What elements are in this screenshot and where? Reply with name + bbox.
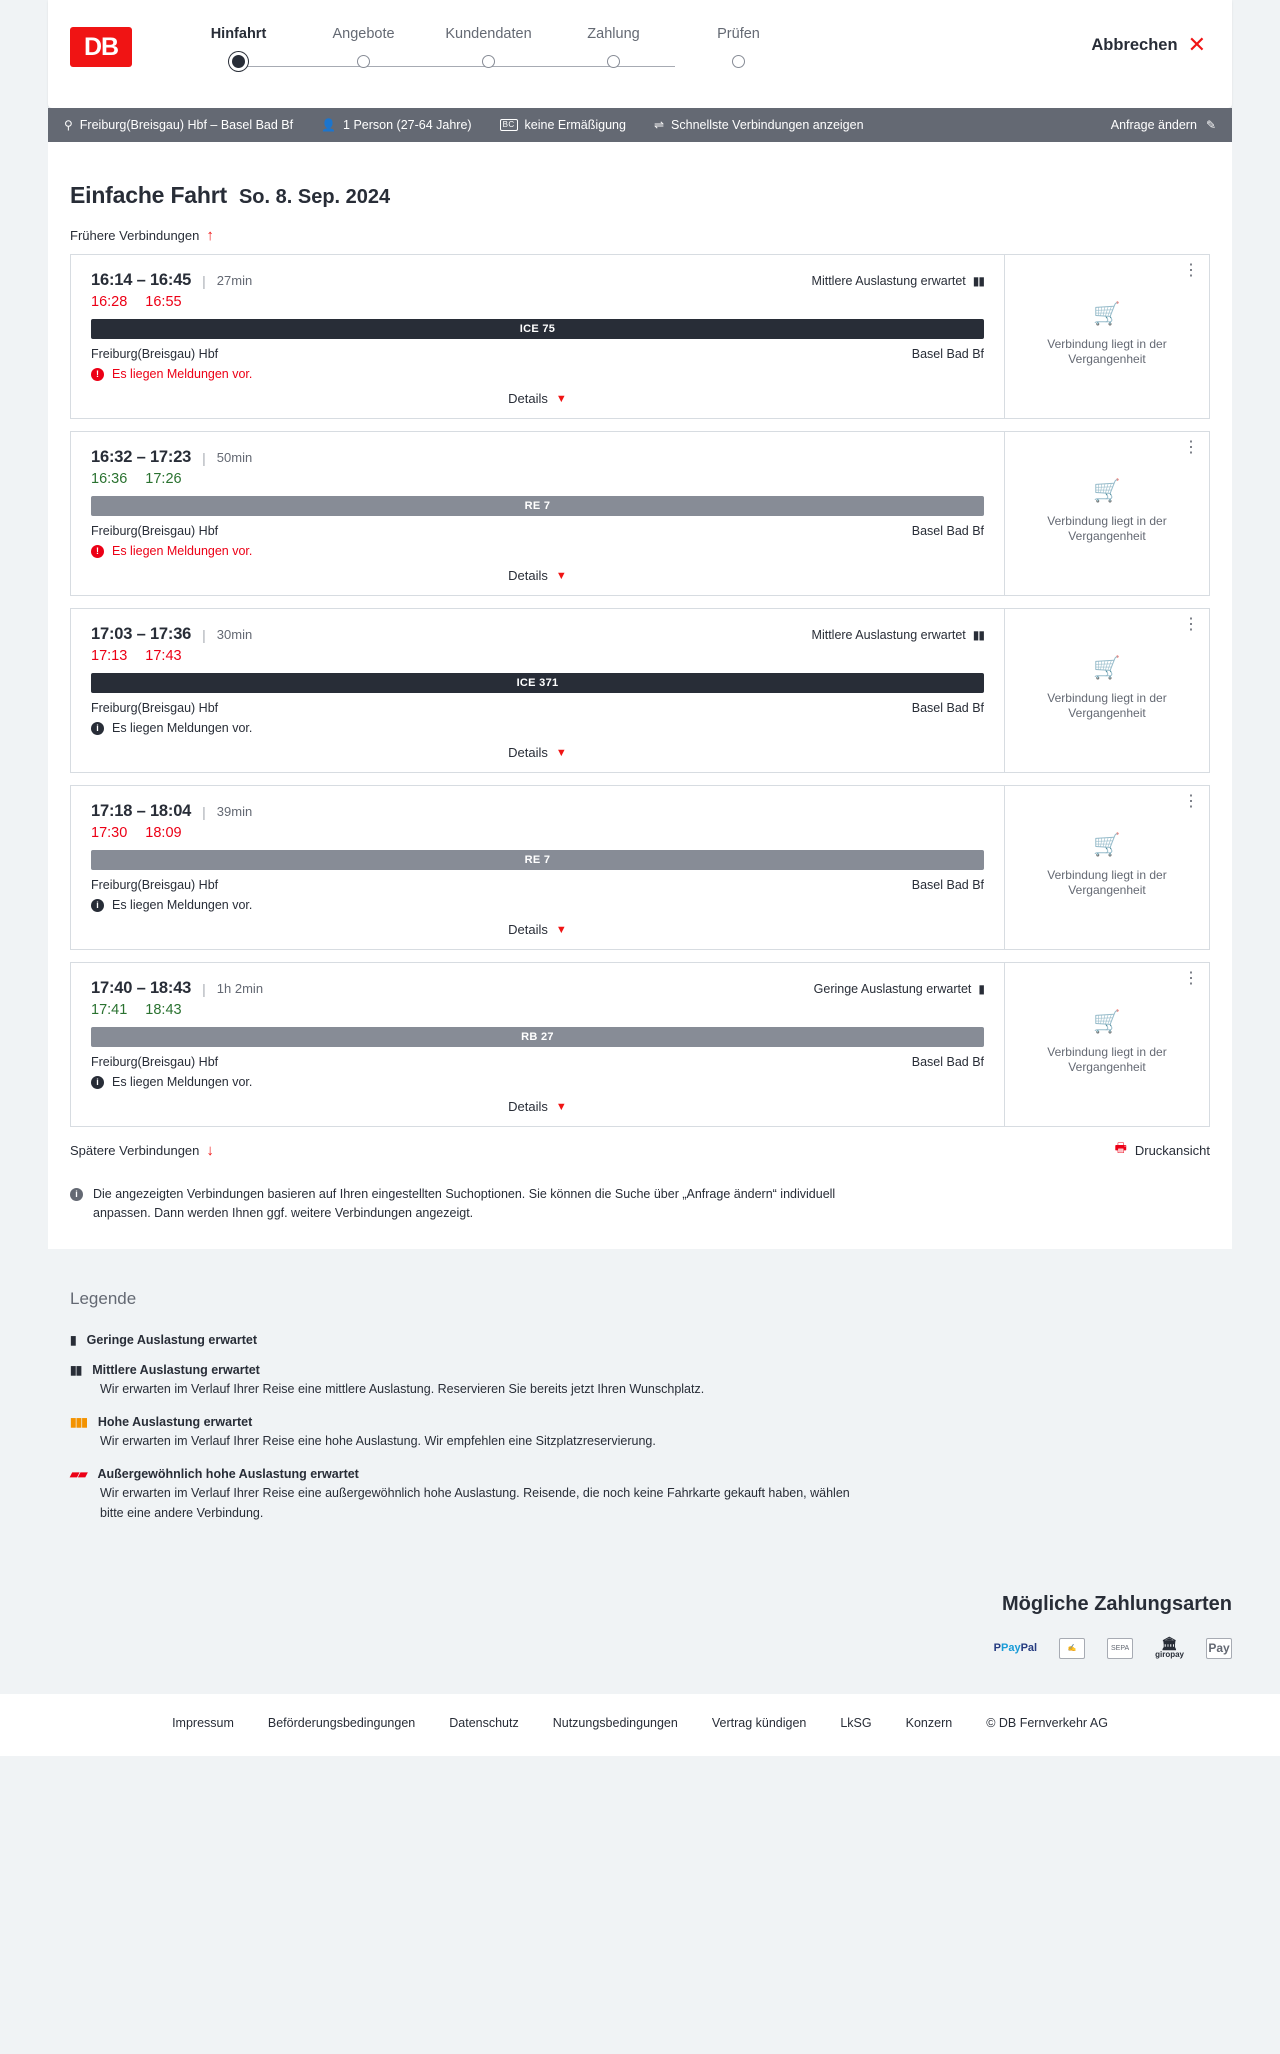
- side-note-label: Verbindung liegt in der Vergangenheit: [1047, 1044, 1167, 1074]
- more-options-icon[interactable]: ⋮: [1183, 793, 1199, 810]
- alert-icon: !: [91, 368, 104, 381]
- realtime-departure: 17:30: [91, 825, 128, 841]
- details-label: Details: [508, 922, 548, 937]
- side-note-label: Verbindung liegt in der Vergangenheit: [1047, 867, 1167, 897]
- connection-duration: 50min: [216, 450, 253, 465]
- query-option[interactable]: [654, 118, 864, 132]
- footer-link-lksg[interactable]: LkSG: [840, 1716, 872, 1730]
- connection-duration: 27min: [216, 273, 253, 288]
- train-badge[interactable]: ICE 371: [91, 673, 984, 693]
- connection-side: [1004, 609, 1209, 772]
- cart-disabled-icon: 🛒: [1093, 1008, 1121, 1034]
- connection-to: Basel Bad Bf: [911, 524, 984, 538]
- connection-message[interactable]: [91, 1075, 984, 1089]
- bahncard-icon: BC: [500, 119, 518, 131]
- earlier-connections-label: Frühere Verbindungen: [70, 228, 200, 243]
- search-hint-label: Die angezeigten Verbindungen basieren auf Ihren eingestellten Suchoptionen. Sie können die Suche über „Anfrage ändern“ individuell anpassen. Dann werden Ihnen ggf. weitere Verbindungen angezeigt.: [93, 1187, 836, 1220]
- step-dot-zahlung[interactable]: [607, 55, 620, 68]
- connection-message-label: Es liegen Meldungen vor.: [112, 898, 253, 912]
- info-icon: i: [91, 722, 104, 735]
- step-dot-hinfahrt[interactable]: [232, 55, 245, 68]
- earlier-connections-button[interactable]: [70, 227, 1232, 244]
- legend-item-medium: [70, 1363, 1210, 1399]
- chevron-down-icon: ▼: [555, 392, 567, 405]
- details-label: Details: [508, 745, 548, 760]
- side-note-label: Verbindung liegt in der Vergangenheit: [1047, 336, 1167, 366]
- cart-disabled-icon: 🛒: [1093, 300, 1121, 326]
- chevron-down-icon: ▼: [555, 746, 567, 759]
- occupancy-medium-icon: ▮▮: [972, 273, 984, 288]
- chevron-down-icon: ▼: [555, 1100, 567, 1113]
- legend-title: Legende: [70, 1288, 137, 1308]
- alert-icon: !: [91, 545, 104, 558]
- occupancy-veryhigh-icon: ▰▰: [70, 1467, 87, 1482]
- arrow-down-icon: ↓: [206, 1141, 214, 1159]
- footer-links: [0, 1716, 1280, 1730]
- page-title-date: So. 8. Sep. 2024: [238, 186, 391, 208]
- realtime-times: [91, 825, 984, 841]
- page-title-text: Einfache Fahrt: [70, 182, 227, 208]
- change-query-label: Anfrage ändern: [1110, 118, 1197, 132]
- realtime-times: [91, 1002, 984, 1018]
- occupancy-indicator: [812, 274, 984, 288]
- realtime-times: [91, 471, 984, 487]
- footer-copyright: © DB Fernverkehr AG: [986, 1716, 1108, 1730]
- realtime-arrival: 16:55: [145, 294, 182, 310]
- cart-disabled-icon: 🛒: [1093, 477, 1121, 503]
- details-toggle[interactable]: [91, 745, 984, 772]
- occupancy-low-icon: ▮: [978, 981, 984, 996]
- connection-side: [1004, 255, 1209, 418]
- info-icon: i: [91, 899, 104, 912]
- footer: [0, 1694, 1280, 1756]
- print-view-label: Druckansicht: [1134, 1142, 1210, 1158]
- connection-header: [91, 271, 984, 290]
- stepper-labels: [176, 26, 1232, 42]
- details-toggle[interactable]: [91, 922, 984, 949]
- separator: |: [202, 272, 206, 289]
- details-toggle[interactable]: [91, 391, 984, 418]
- query-passengers-label: 1 Person (27-64 Jahre): [343, 118, 472, 132]
- connection-list: [70, 254, 1210, 1127]
- change-query-button[interactable]: [1111, 118, 1216, 132]
- page-title: [70, 142, 1232, 209]
- connection-side: [1004, 786, 1209, 949]
- details-toggle[interactable]: [91, 1099, 984, 1126]
- cart-disabled-icon: 🛒: [1093, 654, 1121, 680]
- stepper-dots: [176, 55, 1232, 68]
- printer-icon: 🖶: [1114, 1140, 1127, 1155]
- legend-section: [0, 1249, 1280, 1580]
- realtime-arrival: 17:43: [145, 648, 182, 664]
- results-footer-row: [70, 1139, 1210, 1161]
- legend-item-desc: Wir erwarten im Verlauf Ihrer Reise eine hohe Auslastung. Wir empfehlen eine Sitzplatzreservierung.: [100, 1433, 656, 1448]
- query-route[interactable]: [64, 118, 293, 132]
- connection-stations: [91, 878, 984, 892]
- train-badge[interactable]: RE 7: [91, 850, 984, 870]
- footer-link-vertrag-kuendigen[interactable]: Vertrag kündigen: [711, 1716, 807, 1730]
- connection-header: [91, 802, 984, 821]
- db-logo: DB: [70, 27, 132, 67]
- query-route-label: Freiburg(Breisgau) Hbf – Basel Bad Bf: [79, 118, 294, 132]
- train-badge[interactable]: RB 27: [91, 1027, 984, 1047]
- step-dot-pruefen[interactable]: [732, 55, 745, 68]
- legend-item-title: Geringe Auslastung erwartet: [86, 1332, 258, 1347]
- occupancy-medium-icon: ▮▮: [70, 1362, 82, 1377]
- legend-item-title: Außergewöhnlich hohe Auslastung erwartet: [97, 1467, 359, 1482]
- connection-to: Basel Bad Bf: [911, 701, 984, 715]
- step-label-angebote[interactable]: Angebote: [332, 26, 395, 42]
- connection-from: Freiburg(Breisgau) Hbf: [91, 347, 219, 361]
- realtime-departure: 16:36: [91, 471, 128, 487]
- connection-message[interactable]: [91, 721, 984, 735]
- info-icon: i: [91, 1076, 104, 1089]
- connection-message[interactable]: [91, 898, 984, 912]
- connection-main: [71, 255, 1004, 418]
- payment-methods-section: [0, 1579, 1280, 1694]
- connection-stations: [91, 701, 984, 715]
- realtime-arrival: 18:43: [145, 1002, 182, 1018]
- connection-card[interactable]: [70, 608, 1210, 773]
- footer-link-datenschutz[interactable]: Datenschutz: [449, 1716, 519, 1730]
- occupancy-indicator: [812, 628, 984, 642]
- step-label-hinfahrt[interactable]: Hinfahrt: [210, 26, 267, 42]
- sepa-icon: SEPA: [1107, 1638, 1133, 1659]
- cancel-label: Abbrechen: [1091, 35, 1178, 54]
- footer-link-impressum[interactable]: Impressum: [172, 1716, 234, 1730]
- cart-disabled-icon: 🛒: [1093, 831, 1121, 857]
- connection-from: Freiburg(Breisgau) Hbf: [91, 701, 219, 715]
- connection-card[interactable]: [70, 254, 1210, 419]
- side-note-label: Verbindung liegt in der Vergangenheit: [1047, 513, 1167, 543]
- header-bar: [48, 0, 1232, 108]
- connection-main: [71, 609, 1004, 772]
- close-icon[interactable]: ✕: [1187, 32, 1206, 57]
- legend-item-veryhigh: [70, 1467, 1210, 1523]
- realtime-arrival: 17:26: [145, 471, 182, 487]
- connection-card[interactable]: [70, 431, 1210, 596]
- info-icon: i: [70, 1188, 83, 1201]
- results-panel: [48, 142, 1232, 1249]
- occupancy-label: Mittlere Auslastung erwartet: [811, 627, 966, 642]
- connection-message-label: Es liegen Meldungen vor.: [112, 544, 253, 558]
- details-label: Details: [508, 1099, 548, 1114]
- separator: |: [202, 803, 206, 820]
- step-label-kundendaten[interactable]: Kundendaten: [445, 26, 532, 42]
- connection-time-range: 17:03 – 17:36: [91, 625, 192, 643]
- connection-stations: [91, 347, 984, 361]
- print-view-button[interactable]: [1115, 1139, 1210, 1161]
- occupancy-low-icon: ▮: [70, 1332, 76, 1347]
- query-passengers[interactable]: [321, 118, 472, 132]
- location-pin-icon: ⚲: [64, 118, 73, 132]
- connection-header: [91, 448, 984, 467]
- connection-stations: [91, 524, 984, 538]
- legend-item-desc: Wir erwarten im Verlauf Ihrer Reise eine mittlere Auslastung. Reservieren Sie bereits jetzt Ihren Wunschplatz.: [100, 1381, 705, 1396]
- connection-stations: [91, 1055, 984, 1069]
- query-option-label: Schnellste Verbindungen anzeigen: [671, 118, 864, 132]
- connection-card[interactable]: [70, 962, 1210, 1127]
- connection-message-label: Es liegen Meldungen vor.: [112, 1075, 253, 1089]
- connection-side: [1004, 432, 1209, 595]
- search-hint: [70, 1185, 860, 1223]
- footer-link-nutzungsbedingungen[interactable]: Nutzungsbedingungen: [552, 1716, 678, 1730]
- paypal-icon: P Pay Pal: [993, 1642, 1038, 1654]
- realtime-arrival: 18:09: [145, 825, 182, 841]
- connection-message-label: Es liegen Meldungen vor.: [112, 367, 253, 381]
- giropay-icon: 🏛 giropay: [1155, 1636, 1184, 1659]
- footer-link-konzern[interactable]: Konzern: [905, 1716, 953, 1730]
- connection-main: [71, 432, 1004, 595]
- separator: |: [202, 980, 206, 997]
- connection-message[interactable]: [91, 544, 984, 558]
- chevron-down-icon: ▼: [555, 569, 567, 582]
- query-discount-label: keine Ermäßigung: [524, 118, 626, 132]
- separator: |: [202, 449, 206, 466]
- direct-debit-icon: ✍: [1059, 1638, 1085, 1659]
- more-options-icon[interactable]: ⋮: [1183, 970, 1199, 987]
- details-label: Details: [508, 391, 548, 406]
- step-dot-kundendaten[interactable]: [482, 55, 495, 68]
- payment-methods-title: Mögliche Zahlungsarten: [1001, 1593, 1232, 1615]
- payment-icon-row: [0, 1636, 1232, 1660]
- connection-from: Freiburg(Breisgau) Hbf: [91, 524, 219, 538]
- connection-to: Basel Bad Bf: [911, 878, 984, 892]
- details-toggle[interactable]: [91, 568, 984, 595]
- more-options-icon[interactable]: ⋮: [1183, 439, 1199, 456]
- connection-to: Basel Bad Bf: [911, 347, 984, 361]
- legend-item-low: [70, 1333, 1210, 1347]
- arrow-up-icon: ↑: [206, 227, 214, 244]
- occupancy-medium-icon: ▮▮: [972, 627, 984, 642]
- train-badge[interactable]: RE 7: [91, 496, 984, 516]
- later-connections-button[interactable]: [70, 1142, 214, 1159]
- legend-item-high: [70, 1415, 1210, 1451]
- connection-duration: 39min: [216, 804, 253, 819]
- more-options-icon[interactable]: ⋮: [1183, 616, 1199, 633]
- chevron-down-icon: ▼: [555, 923, 567, 936]
- footer-link-befoerderungsbedingungen[interactable]: Beförderungsbedingungen: [267, 1716, 416, 1730]
- connection-main: [71, 963, 1004, 1126]
- connection-main: [71, 786, 1004, 949]
- train-badge[interactable]: ICE 75: [91, 319, 984, 339]
- realtime-times: [91, 648, 984, 664]
- occupancy-label: Geringe Auslastung erwartet: [813, 981, 972, 996]
- apple-pay-icon: Pay: [1206, 1638, 1232, 1659]
- step-dot-angebote[interactable]: [357, 55, 370, 68]
- occupancy-label: Mittlere Auslastung erwartet: [811, 273, 966, 288]
- step-label-zahlung[interactable]: Zahlung: [587, 26, 640, 42]
- connection-time-range: 17:40 – 18:43: [91, 979, 192, 997]
- connection-header: [91, 625, 984, 644]
- checkout-stepper: [176, 26, 1232, 68]
- more-options-icon[interactable]: ⋮: [1183, 262, 1199, 279]
- sliders-icon: ⇌: [653, 118, 665, 132]
- realtime-departure: 17:13: [91, 648, 128, 664]
- connection-from: Freiburg(Breisgau) Hbf: [91, 1055, 219, 1069]
- connection-to: Basel Bad Bf: [911, 1055, 984, 1069]
- realtime-departure: 17:41: [91, 1002, 128, 1018]
- details-label: Details: [508, 568, 548, 583]
- connection-duration: 30min: [216, 627, 253, 642]
- person-icon: 👤: [321, 118, 337, 132]
- connection-side: [1004, 963, 1209, 1126]
- connection-message-label: Es liegen Meldungen vor.: [112, 721, 253, 735]
- connection-header: [91, 979, 984, 998]
- query-summary-bar: [48, 108, 1232, 142]
- connection-duration: 1h 2min: [216, 981, 264, 996]
- side-note-label: Verbindung liegt in der Vergangenheit: [1047, 690, 1167, 720]
- pencil-icon[interactable]: ✎: [1205, 118, 1216, 132]
- connection-card[interactable]: [70, 785, 1210, 950]
- separator: |: [202, 626, 206, 643]
- realtime-times: [91, 294, 984, 310]
- connection-time-range: 17:18 – 18:04: [91, 802, 192, 820]
- legend-item-title: Mittlere Auslastung erwartet: [92, 1362, 260, 1377]
- query-discount[interactable]: [500, 118, 626, 132]
- legend-item-desc: Wir erwarten im Verlauf Ihrer Reise eine außergewöhnlich hohe Auslastung. Reisende, die noch keine Fahrkarte gekauft haben, wählen bitte eine andere Verbindung.: [100, 1486, 850, 1520]
- connection-time-range: 16:14 – 16:45: [91, 271, 192, 289]
- realtime-departure: 16:28: [91, 294, 128, 310]
- occupancy-high-icon: ▮▮▮: [70, 1414, 87, 1429]
- legend-item-title: Hohe Auslastung erwartet: [97, 1414, 253, 1429]
- connection-time-range: 16:32 – 17:23: [91, 448, 192, 466]
- later-connections-label: Spätere Verbindungen: [70, 1142, 200, 1158]
- step-label-pruefen[interactable]: Prüfen: [717, 26, 760, 42]
- connection-message[interactable]: [91, 367, 984, 381]
- occupancy-indicator: [814, 982, 984, 996]
- cancel-button[interactable]: [1091, 34, 1206, 56]
- connection-from: Freiburg(Breisgau) Hbf: [91, 878, 219, 892]
